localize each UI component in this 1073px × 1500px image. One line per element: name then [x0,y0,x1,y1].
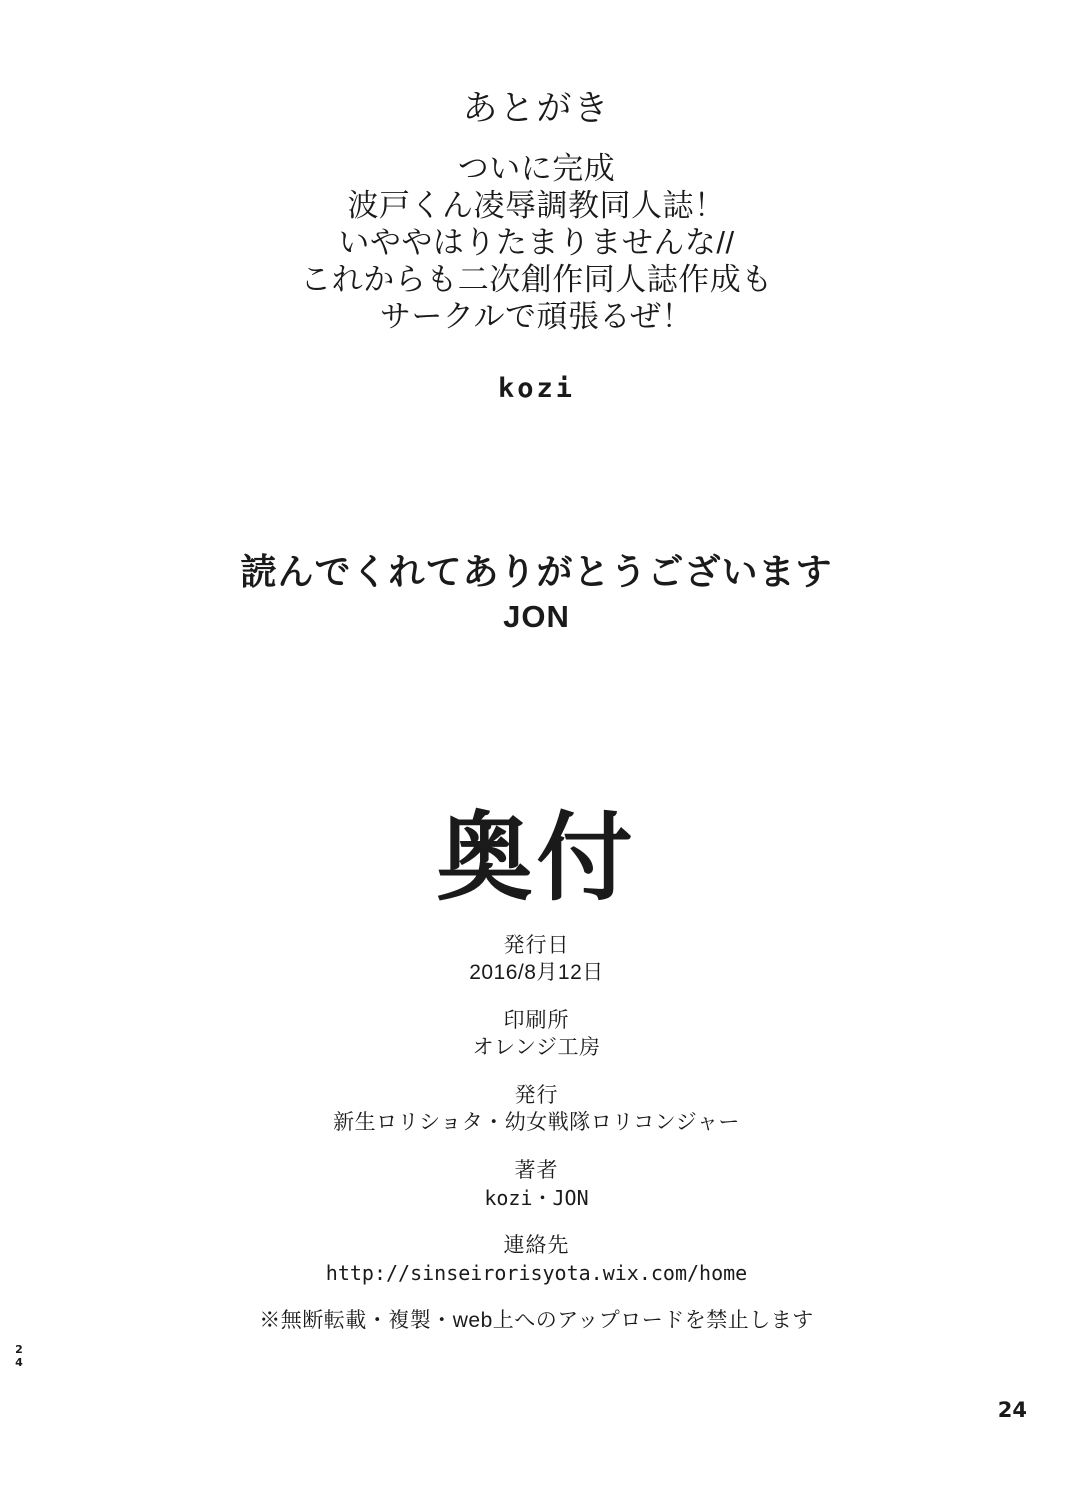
colophon-entry-publish-date [0,932,1073,987]
colophon-entry-printer [0,1007,1073,1062]
colophon-heading: 奥付 [436,805,637,912]
colophon-label: 印刷所 [503,1009,570,1032]
copyright-notice: ※無断転載・複製・web上へのアップロードを禁止します [259,1309,814,1332]
thanks-message: 読んでくれてありがとうございます [240,551,833,592]
page-number-corner: 24 [997,1398,1027,1422]
colophon-label: 著者 [514,1159,559,1182]
afterword-line: ついに完成 [457,151,616,186]
afterword-line: いややはりたまりませんな// [338,225,735,260]
afterword-title: あとがき [462,89,611,128]
afterword-signature: kozi [497,373,576,404]
afterword-line: 波戸くん凌辱調教同人誌！ [347,188,726,223]
colophon-entry-publisher [0,1082,1073,1137]
colophon-entry-author [0,1157,1073,1212]
page-number-side [12,1343,26,1369]
colophon-value: kozi・JON [484,1186,589,1210]
colophon-label: 連絡先 [503,1234,570,1257]
page-number-side-digit: 4 [15,1356,23,1369]
colophon-section [0,932,1073,1335]
contact-url[interactable]: http://sinseirorisyota.wix.com/home [325,1261,748,1285]
page-number-side-digit: 2 [15,1343,23,1356]
colophon-value: 2016/8月12日 [469,961,604,984]
colophon-value: 新生ロリショタ・幼女戦隊ロリコンジャー [333,1111,740,1134]
afterword-line: サークルで頑張るぜ！ [379,299,694,334]
afterword-body [0,150,1073,335]
thanks-section [0,548,1073,638]
thanks-signature: JON [503,599,570,634]
colophon-value: オレンジ工房 [472,1036,601,1059]
colophon-entry-contact [0,1232,1073,1287]
colophon-label: 発行 [514,1084,559,1107]
afterword-line: これからも二次創作同人誌作成も [300,262,773,297]
colophon-label: 発行日 [503,934,570,957]
afterword-section [0,86,1073,404]
